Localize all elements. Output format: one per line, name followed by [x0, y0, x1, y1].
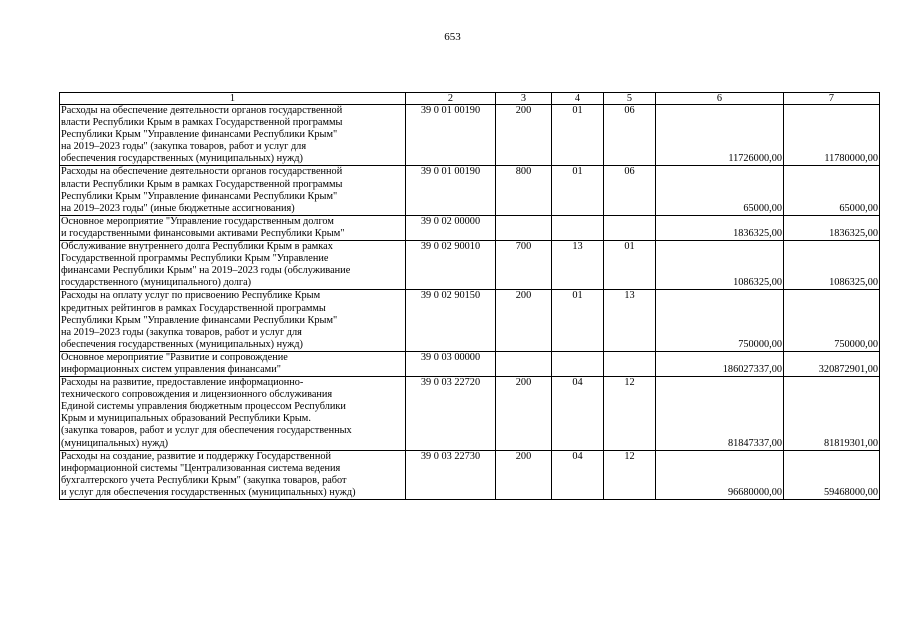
column-header-row [60, 93, 880, 105]
expense-description [60, 290, 406, 351]
table-row [60, 241, 880, 290]
expense-description [60, 166, 406, 215]
description-line: технического сопровождения и лицензионного обслуживания [61, 389, 333, 401]
description-line: Единой системы управления бюджетным процессом Республики [61, 401, 346, 413]
table-row [60, 105, 880, 166]
description-line: Расходы на обеспечение деятельности органов государственной [61, 166, 343, 178]
budget-classification-code: 39 0 01 00190 [406, 166, 496, 215]
table-row [60, 290, 880, 351]
description-line: обеспечения государственных (муниципальных) нужд) [61, 338, 303, 350]
expense-type-code [496, 215, 552, 240]
section-code: 01 [552, 290, 604, 351]
column-header: 4 [552, 93, 604, 105]
description-line: на 2019–2023 годы (закупка товаров, работ и услуг для [61, 326, 302, 338]
section-code [552, 351, 604, 376]
description-line: Расходы на обеспечение деятельности органов государственной [61, 105, 343, 116]
expense-description [60, 450, 406, 499]
expense-description [60, 241, 406, 290]
description-line: Республики Крым "Управление финансами Республики Крым" [61, 129, 338, 141]
table-row [60, 377, 880, 451]
expense-type-code: 200 [496, 377, 552, 451]
budget-table [59, 92, 880, 500]
expense-type-code [496, 351, 552, 376]
budget-classification-code: 39 0 02 90150 [406, 290, 496, 351]
expense-description [60, 215, 406, 240]
section-code [552, 215, 604, 240]
description-line: власти Республики Крым в рамках Государственной программы [61, 178, 343, 190]
description-line: бухгалтерского учета Республики Крым" (закупка товаров, работ [61, 474, 347, 486]
description-line: Республики Крым "Управление финансами Республики Крым" [61, 314, 338, 326]
column-header: 1 [60, 93, 406, 105]
subsection-code: 12 [604, 377, 656, 451]
amount-year-1: 11726000,00 [656, 105, 784, 166]
expense-type-code: 200 [496, 450, 552, 499]
description-line: Основное мероприятие "Развитие и сопровождение [61, 351, 288, 363]
description-line: Основное мероприятие "Управление государственным долгом [61, 215, 334, 227]
budget-classification-code: 39 0 03 22720 [406, 377, 496, 451]
table-row [60, 351, 880, 376]
description-line: на 2019–2023 годы" (иные бюджетные ассигнования) [61, 202, 295, 214]
amount-year-1: 186027337,00 [656, 351, 784, 376]
description-line: и услуг для обеспечения государственных (муниципальных) нужд) [61, 486, 356, 498]
amount-year-2: 59468000,00 [784, 450, 880, 499]
budget-classification-code: 39 0 03 22730 [406, 450, 496, 499]
description-line: Расходы на создание, развитие и поддержку Государственной [61, 450, 331, 462]
description-line: Республики Крым "Управление финансами Республики Крым" [61, 190, 338, 202]
expense-type-code: 800 [496, 166, 552, 215]
subsection-code: 13 [604, 290, 656, 351]
subsection-code: 12 [604, 450, 656, 499]
section-code: 01 [552, 166, 604, 215]
subsection-code: 06 [604, 105, 656, 166]
amount-year-2: 1086325,00 [784, 241, 880, 290]
subsection-code [604, 215, 656, 240]
subsection-code: 06 [604, 166, 656, 215]
description-line: государственного (муниципального) долга) [61, 277, 252, 289]
description-line: кредитных рейтингов в рамках Государственной программы [61, 302, 326, 314]
budget-classification-code: 39 0 03 00000 [406, 351, 496, 376]
subsection-code: 01 [604, 241, 656, 290]
amount-year-1: 81847337,00 [656, 377, 784, 451]
expense-type-code: 700 [496, 241, 552, 290]
amount-year-1: 96680000,00 [656, 450, 784, 499]
column-header: 7 [784, 93, 880, 105]
amount-year-2: 320872901,00 [784, 351, 880, 376]
amount-year-1: 1836325,00 [656, 215, 784, 240]
section-code: 04 [552, 450, 604, 499]
page-number: 653 [444, 31, 461, 43]
amount-year-1: 750000,00 [656, 290, 784, 351]
description-line: власти Республики Крым в рамках Государственной программы [61, 117, 343, 129]
description-line: Обслуживание внутреннего долга Республики Крым в рамках [61, 241, 333, 253]
section-code: 01 [552, 105, 604, 166]
column-header: 6 [656, 93, 784, 105]
description-line: Государственной программы Республики Крым "Управление [61, 253, 329, 265]
expense-description [60, 351, 406, 376]
budget-classification-code: 39 0 01 00190 [406, 105, 496, 166]
section-code: 04 [552, 377, 604, 451]
description-line: финансами Республики Крым" на 2019–2023 годы (обслуживание [61, 265, 351, 277]
description-line: и государственными финансовыми активами Республики Крым" [61, 227, 345, 239]
description-line: (закупка товаров, работ и услуг для обеспечения государственных [61, 425, 352, 437]
amount-year-2: 81819301,00 [784, 377, 880, 451]
description-line: обеспечения государственных (муниципальных) нужд) [61, 153, 303, 165]
column-header: 5 [604, 93, 656, 105]
column-header: 2 [406, 93, 496, 105]
description-line: информационной системы "Централизованная система ведения [61, 462, 341, 474]
description-line: на 2019–2023 годы" (закупка товаров, работ и услуг для [61, 141, 307, 153]
section-code: 13 [552, 241, 604, 290]
table-row [60, 450, 880, 499]
description-line: (муниципальных) нужд) [61, 437, 169, 449]
expense-description [60, 105, 406, 166]
description-line: Расходы на оплату услуг по присвоению Республике Крым [61, 290, 321, 302]
amount-year-2: 65000,00 [784, 166, 880, 215]
expense-description [60, 377, 406, 451]
description-line: Расходы на развитие, предоставление информационно- [61, 377, 304, 389]
description-line: Крым и муниципальных образований Республики Крым. [61, 413, 311, 425]
description-line: информационных систем управления финансами" [61, 363, 281, 375]
amount-year-2: 1836325,00 [784, 215, 880, 240]
amount-year-2: 11780000,00 [784, 105, 880, 166]
amount-year-1: 1086325,00 [656, 241, 784, 290]
amount-year-1: 65000,00 [656, 166, 784, 215]
table-row [60, 215, 880, 240]
budget-classification-code: 39 0 02 00000 [406, 215, 496, 240]
expense-type-code: 200 [496, 105, 552, 166]
expense-type-code: 200 [496, 290, 552, 351]
subsection-code [604, 351, 656, 376]
budget-classification-code: 39 0 02 90010 [406, 241, 496, 290]
amount-year-2: 750000,00 [784, 290, 880, 351]
column-header: 3 [496, 93, 552, 105]
table-row [60, 166, 880, 215]
